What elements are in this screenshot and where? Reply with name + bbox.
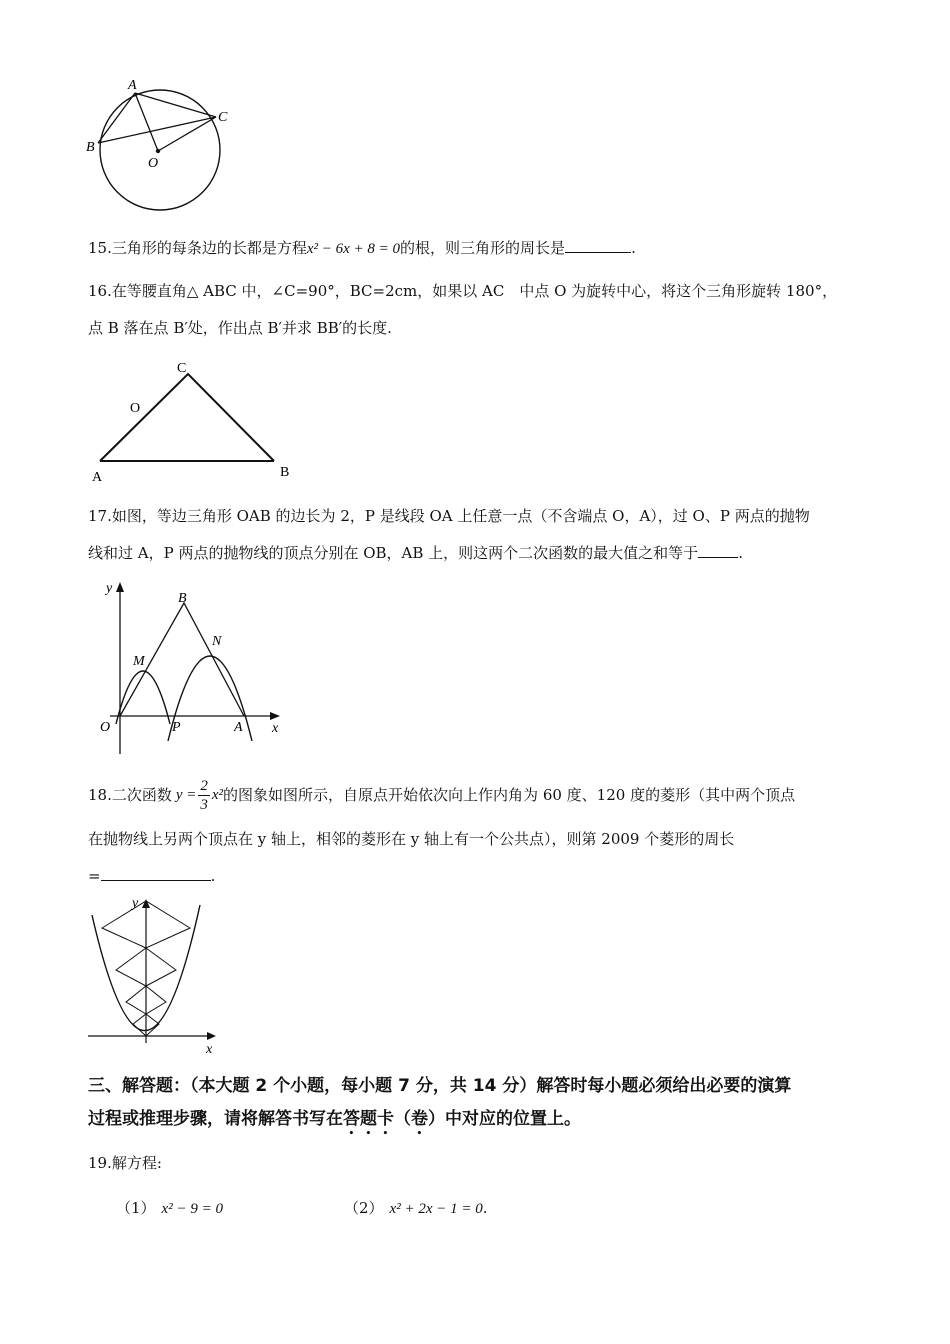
label-c: C [218,110,228,125]
question-19-title: 19.解方程: [88,1154,162,1172]
part-2-end: . [482,1199,488,1217]
chord-bc [98,117,216,143]
chord-ac [135,93,216,117]
q18-line-1-suffix: 的图象如图所示，自原点开始依次向上作内角为 60 度、120 度的菱形（其中两个顶点 [223,786,796,804]
label-y: y [132,896,139,911]
question-18-line-1 [88,772,795,818]
label-x: x [272,721,279,736]
q17-end: . [738,544,743,562]
x-axis-arrow-icon [270,712,280,720]
y-axis-arrow-icon [116,582,124,592]
section-3-heading-line-1: 三、解答题：（本大题 2 个小题，每小题 7 分，共 14 分）解答时每小题必须给出必要的演算 [88,1076,792,1096]
q15-prefix: 15.三角形的每条边的长都是方程 [88,239,307,257]
label-b: B [280,465,290,480]
figure-18-rhombus-chain [82,893,222,1063]
label-o: O [148,156,159,171]
q18-fraction [198,777,210,814]
heading-suffix: 中对应的位置上。 [445,1109,581,1129]
answer-blank [101,866,211,881]
question-17-line-1: 17.如图，等边三角形 OAB 的边长为 2，P 是线段 OA 上任意一点（不含端点 O，A），过 O、P 两点的抛物 [88,507,810,525]
label-x: x [206,1042,213,1057]
label-p: P [172,720,181,735]
question-19-part-1 [116,1198,223,1219]
q18-function-lhs: y = [175,787,197,803]
part-2-label: （2） [344,1199,384,1217]
label-b: B [86,140,95,155]
fraction-numerator: 2 [200,777,208,794]
label-a: A [234,720,243,735]
q18-end: . [210,867,216,885]
answer-blank [565,238,631,253]
label-c: C [177,361,187,376]
q15-end: . [631,239,636,257]
question-17-line-2 [88,543,743,563]
q18-prefix: 18.二次函数 [88,786,172,804]
label-a: A [92,470,103,484]
question-16-line-2: 点 B 落在点 B′处，作出点 B′并求 BB′的长度. [88,319,392,337]
segment-ao [135,93,158,151]
question-19-part-2 [344,1198,488,1219]
question-18-line-2: 在抛物线上另两个顶点在 y 轴上，相邻的菱形在 y 轴上有一个公共点），则第 2009 个菱形的周长 [88,830,735,848]
figure-16-triangle [88,354,308,484]
part-1-label: （1） [116,1199,156,1217]
q18-equals: = [88,867,101,885]
question-16-line-1: 16.在等腰直角△ ABC 中，∠C=90°，BC=2cm，如果以 AC 中点 O 为旋转中心，将这个三角形旋转 180°， [88,282,838,300]
question-18-line-3 [88,866,215,886]
fraction-denominator: 3 [200,796,208,813]
q18-function-rhs: x² [211,787,224,803]
figure-17-parabolas [88,576,298,756]
answer-blank [698,543,738,558]
label-o: O [130,401,141,416]
part-2-equation: x² + 2x − 1 = 0 [389,1201,483,1217]
label-y: y [106,581,113,596]
section-3-heading-line-2 [88,1104,581,1139]
q17-text: 线和过 A，P 两点的抛物线的顶点分别在 OB，AB 上，则这两个二次函数的最大值之和等于 [88,544,699,562]
center-point [156,149,160,153]
question-15 [88,238,636,259]
part-1-equation: x² − 9 = 0 [161,1201,223,1217]
sides-ac-cb [100,374,274,461]
label-m: M [133,654,145,669]
label-a: A [128,78,137,93]
q15-suffix: 的根，则三角形的周长是 [400,239,566,257]
y-axis-arrow-icon [142,899,150,908]
label-n: N [212,634,222,649]
x-axis-arrow-icon [207,1032,216,1040]
label-b: B [178,591,187,606]
label-o: O [100,720,111,735]
figure-14-circle [80,75,240,220]
q15-equation: x² − 6x + 8 = 0 [306,241,401,257]
segment-oc [158,117,216,151]
heading-prefix: 过程或推理步骤，请将解答书写在 [88,1109,343,1129]
heading-emphasis: 答题卡（卷） [343,1109,445,1129]
